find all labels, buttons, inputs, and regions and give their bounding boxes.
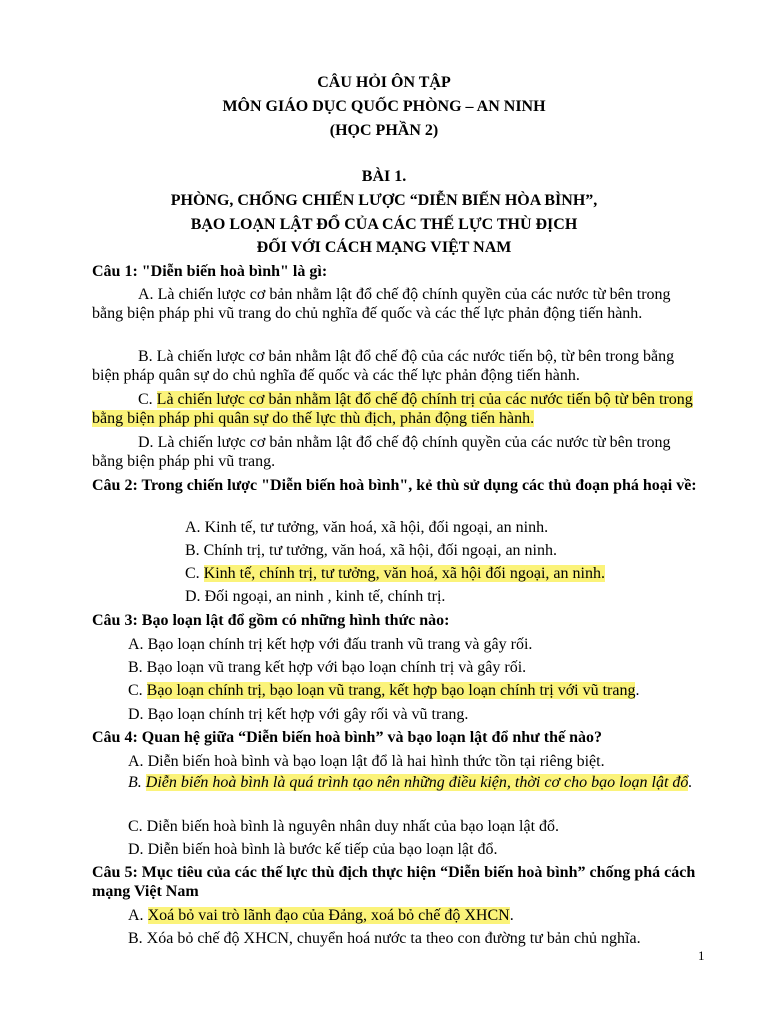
option-letter: C.: [138, 391, 153, 408]
q3-option-d: [128, 705, 468, 724]
highlighted-answer: Kinh tế, chính trị, tư tưởng, văn hoá, xã hội đối ngoại, an ninh.: [203, 565, 605, 582]
option-letter: A.: [128, 636, 144, 653]
option-letter: A.: [128, 907, 144, 924]
option-letter: C.: [185, 565, 200, 582]
highlighted-answer: Xoá bỏ vai trò lãnh đạo của Đảng, xoá bỏ chế độ XHCN: [147, 907, 510, 924]
option-letter: A.: [138, 286, 154, 303]
q5-option-a: [128, 906, 514, 925]
lesson-title-line2: BẠO LOẠN LẬT ĐỔ CỦA CÁC THẾ LỰC THÙ ĐỊCH: [190, 216, 578, 233]
q4-option-b: [128, 773, 717, 792]
option-letter: B.: [128, 930, 143, 947]
q4-option-a: [128, 752, 605, 771]
option-text: Đối ngoại, an ninh , kinh tế, chính trị.: [204, 588, 446, 605]
option-text: Bạo loạn chính trị kết hợp với gây rối và vũ trang.: [147, 706, 469, 723]
doc-part: (HỌC PHẦN 2): [329, 122, 439, 139]
q2-option-c: [185, 564, 605, 583]
option-tail: .: [509, 907, 514, 924]
q2-option-a: [185, 518, 548, 537]
q3-option-c: [128, 681, 639, 700]
doc-subject: MÔN GIÁO DỤC QUỐC PHÒNG – AN NINH: [222, 98, 546, 115]
option-text: Là chiến lược cơ bản nhằm lật đổ chế độ của các nước tiến bộ, từ bên trong bằng biện pháp quân sự do chủ nghĩa đế quốc và các thế lực phản động tiến hành.: [92, 348, 675, 384]
q3-option-a: [128, 635, 532, 654]
q5-option-b: [128, 929, 641, 948]
option-text: Là chiến lược cơ bản nhằm lật đổ chế độ chính quyền của các nước từ bên trong bằng biện pháp phi vũ trang do chủ nghĩa đế quốc và các thế lực phản động tiến hành.: [92, 286, 671, 322]
page-number: 1: [698, 948, 705, 963]
option-letter: A.: [185, 519, 201, 536]
option-text: Kinh tế, tư tưởng, văn hoá, xã hội, đối ngoại, an ninh.: [204, 519, 549, 536]
q3-option-b: [128, 658, 526, 677]
option-text: Xóa bỏ chế độ XHCN, chuyển hoá nước ta theo con đường tư bản chủ nghĩa.: [146, 930, 641, 947]
question-3: Câu 3: Bạo loạn lật đổ gồm có những hình thức nào:: [92, 612, 450, 629]
lesson-title-line1: PHÒNG, CHỐNG CHIẾN LƯỢC “DIỄN BIẾN HÒA BÌNH”,: [170, 192, 598, 209]
lesson-title-line3: ĐỐI VỚI CÁCH MẠNG VIỆT NAM: [256, 239, 512, 256]
option-tail: .: [635, 682, 640, 699]
q1-option-c: [92, 390, 704, 428]
option-letter: B.: [138, 348, 153, 365]
option-text: Là chiến lược cơ bản nhằm lật đổ chế độ chính quyền của các nước từ bên trong bằng biện pháp phi vũ trang.: [92, 434, 671, 470]
highlighted-answer: Bạo loạn chính trị, bạo loạn vũ trang, kết hợp bạo loạn chính trị với vũ trang: [146, 682, 636, 699]
question-5: Câu 5: Mục tiêu của các thế lực thù địch thực hiện “Diễn biến hoà bình” chống phá cách mạng Việt Nam: [92, 864, 696, 900]
question-2: Câu 2: Trong chiến lược "Diễn biến hoà bình", kẻ thù sử dụng các thủ đoạn phá hoại về:: [92, 477, 697, 494]
q1-option-d: [92, 433, 704, 471]
option-letter: B.: [128, 774, 142, 791]
option-text: Diễn biến hoà bình là bước kế tiếp của bạo loạn lật đổ.: [147, 841, 498, 858]
q4-option-c: [128, 817, 559, 836]
highlighted-answer: Là chiến lược cơ bản nhằm lật đổ chế độ chính trị của các nước tiến bộ từ bên trong bằng biện pháp phi quân sự do thế lực thù địch, phản động tiến hành.: [92, 391, 693, 427]
option-text: Chính trị, tư tưởng, văn hoá, xã hội, đối ngoại, an ninh.: [203, 542, 557, 559]
highlighted-answer: Diễn biến hoà bình là quá trình tạo nên những điều kiện, thời cơ cho bạo loạn lật đổ: [145, 774, 689, 791]
option-letter: D.: [128, 706, 144, 723]
option-letter: D.: [138, 434, 154, 451]
q1-option-b: [92, 347, 704, 385]
doc-title: CÂU HỎI ÔN TẬP: [317, 74, 451, 91]
option-letter: D.: [128, 841, 144, 858]
lesson-number: BÀI 1.: [361, 168, 407, 185]
question-4: Câu 4: Quan hệ giữa “Diễn biến hoà bình” và bạo loạn lật đổ như thế nào?: [92, 729, 602, 746]
q4-option-d: [128, 840, 497, 859]
q2-option-d: [185, 587, 445, 606]
option-letter: D.: [185, 588, 201, 605]
q2-option-b: [185, 541, 557, 560]
option-letter: B.: [185, 542, 200, 559]
question-1: Câu 1: "Diễn biến hoà bình" là gì:: [92, 263, 328, 280]
q1-option-a: [92, 285, 704, 323]
option-letter: A.: [128, 753, 144, 770]
option-text: Bạo loạn vũ trang kết hợp với bạo loạn chính trị và gây rối.: [146, 659, 527, 676]
option-letter: C.: [128, 818, 143, 835]
option-text: Diễn biến hoà bình và bạo loạn lật đổ là hai hình thức tồn tại riêng biệt.: [147, 753, 605, 770]
option-text: Diễn biến hoà bình là nguyên nhân duy nhất của bạo loạn lật đổ.: [146, 818, 560, 835]
option-text: Bạo loạn chính trị kết hợp với đấu tranh vũ trang và gây rối.: [147, 636, 533, 653]
option-letter: B.: [128, 659, 143, 676]
option-letter: C.: [128, 682, 143, 699]
option-tail: .: [688, 774, 693, 791]
